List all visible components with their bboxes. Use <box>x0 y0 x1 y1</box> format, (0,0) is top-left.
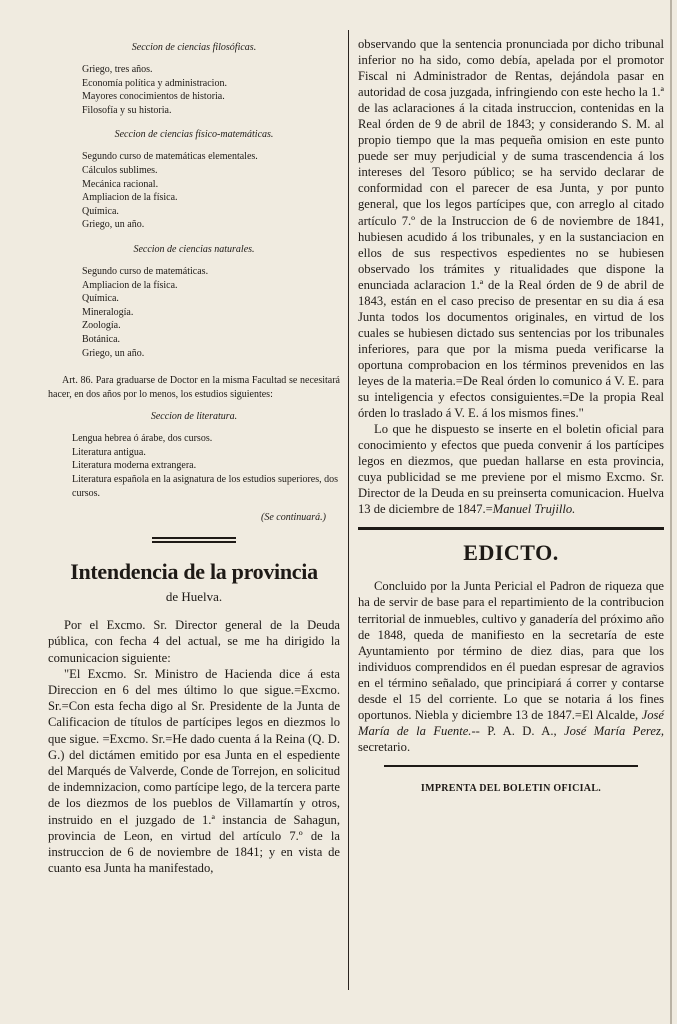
course-item: Literatura moderna extrangera. <box>72 460 197 472</box>
course-list-naturales <box>48 265 340 360</box>
course-item: Griego, un año. <box>82 219 145 231</box>
course-item: Lengua hebrea ó árabe, dos cursos. <box>72 433 213 445</box>
right-column <box>358 36 664 794</box>
left-column <box>48 42 340 877</box>
signature-trujillo: Manuel Trujillo. <box>492 502 576 517</box>
continuation-note: (Se continuará.) <box>261 512 326 524</box>
course-item: Griego, tres años. <box>82 64 153 75</box>
course-item: Filosofía y su historia. <box>82 104 172 116</box>
edicto-pad: -- P. A. D. A., <box>471 723 565 738</box>
edicto-paragraph <box>358 578 664 755</box>
edicto-body <box>358 578 664 755</box>
column-divider <box>348 30 349 990</box>
printer-imprint: IMPRENTA DEL BOLETIN OFICIAL. <box>420 782 602 794</box>
course-item: Literatura española en la asignatura de los estudios superiores, dos cursos. <box>72 474 339 499</box>
course-item: Zoología. <box>82 320 121 332</box>
course-list-fisico <box>48 150 340 232</box>
section-separator <box>358 527 664 530</box>
closing-paragraph <box>358 421 664 517</box>
section-title-edicto: EDICTO. <box>463 540 559 566</box>
page-edge <box>670 0 672 1024</box>
course-item: Química. <box>82 293 119 305</box>
footer-separator <box>384 765 638 767</box>
course-list-filosoficas <box>48 63 340 117</box>
course-item: Mecánica racional. <box>82 178 159 190</box>
course-item: Griego, un año. <box>82 347 145 359</box>
course-item: Ampliacion de la física. <box>82 192 178 204</box>
course-item: Segundo curso de matemáticas. <box>82 265 209 277</box>
section-subtitle-huelva: de Huelva. <box>165 589 223 605</box>
course-item: Mayores conocimientos de historia. <box>82 91 225 103</box>
course-list-literatura <box>48 432 340 500</box>
continuation-paragraph: observando que la sentencia pronunciada por dicho tribunal inferior no ha sido, como debía, apelada por el promotor Fiscal ni Administrador de Rentas, dejándola pasar en autoridad de cosa juzgada, infringiendo con este hecho la 1.ª de las aclaraciones á la citada instruccion, contenidas en la Real órden de 9 de abril de 1843; y considerando S. M. al propio tiempo que la mas pequeña omision en este punto puede ser muy perjudicial y de suma trascendencia á los intereses del Tesoro público; se ha servido declarar de conformidad con el parecer de esa Junta, y por punto general, que los legos partícipes que, con arreglo al citado artículo 7.º de la Instruccion de 6 de noviembre de 1841, hubiesen acudido á los tribunales, y en la sustanciacion en ellos de sus respectivos espedientes no se hubiesen observado los trámites y ritualidades que dispone la enunciada aclaracion 1.ª de la Real órden de 9 de abril de 1843, están en el caso preciso de presentar en su dia á esa Junta todos los documentos originales, en virtud de los cuales se hubiesen dictado sus sentencias por los tribunales inferiores, para que por la misma pueda verificarse la oportuna comprobacion en los términos prevenidos en las leyes de la materia.=De Real órden lo comunico á V. E. para su inteligencia y efectos consiguientes.=De la propia Real órden lo traslado á V. E. á los mismos fines." <box>358 37 664 421</box>
course-item: Segundo curso de matemáticas elementales. <box>82 151 258 163</box>
signature-secretario: José María Perez, <box>564 723 665 738</box>
course-item: Química. <box>82 205 119 217</box>
section-heading-fisico: Seccion de ciencias físico-matemáticas. <box>114 129 274 141</box>
course-item: Literatura antigua. <box>72 446 146 458</box>
intendencia-body <box>48 617 340 876</box>
section-title-intendencia: Intendencia de la provincia <box>70 559 318 585</box>
intendencia-paragraph: Por el Excmo. Sr. Director general de la Deuda pública, con fecha 4 del actual, se me ha dirigido la comunicacion siguiente: <box>48 618 340 665</box>
closing-text: Lo que he dispuesto se inserte en el boletin oficial para conocimiento y efectos que pueda convenir á los partícipes legos en diezmos, que puedan hallarse en esta provincia, cuya publicidad se me previene por el mismo Excmo. Sr. Director de la Deuda en su preinserta comunicacion. Huelva 13 de diciembre de 1847.= <box>358 422 664 517</box>
course-item: Botánica. <box>82 333 121 345</box>
section-heading-naturales: Seccion de ciencias naturales. <box>133 243 255 255</box>
course-item: Ampliacion de la física. <box>82 279 178 291</box>
edicto-text: Concluido por la Junta Pericial el Padron de riqueza que ha de servir de base para el repartimiento de la contribucion territorial de inmuebles, cultivo y ganadería del próximo año de 1848, queda de manifiesto en la secretaría de este Ayuntamiento por término de diez dias, para que los individuos comprendidos en él puedan espresar de agravios en el término señalado, que principiará á correr y contarse desde el 15 del corriente. Lo que se notaria á los fines oportunos. Niebla y diciembre 13 de 1847.=El Alcalde, <box>358 579 665 722</box>
signature-alcalde: José María de la Fuente. <box>358 707 664 738</box>
section-separator <box>152 537 236 543</box>
intendencia-continuation <box>358 36 664 517</box>
course-item: Mineralogía. <box>82 306 134 318</box>
section-heading-literatura: Seccion de literatura. <box>150 411 238 423</box>
secretario-role: secretario. <box>358 739 411 754</box>
intendencia-paragraph: "El Excmo. Sr. Ministro de Hacienda dice á esta Direccion en 6 del mes último lo que sigue.=Excmo. Sr.=Con esta fecha digo al Sr. Presidente de la Junta de Calificacion de títulos de partícipes legos en diezmos lo que sigue. =Excmo. Sr.=He dado cuenta á la Reina (Q. D. G.) del dictámen emitido por esa Junta en el espediente del Marqués de Valverde, Conde de Torrejon, en solicitud de indemnizacion, como partícipe lego, de la tercera parte de los diezmos de los pueblos de Villamartín y otros, instruido en el juzgado de 1.ª instancia de Sahagun, provincia de Leon, en virtud del artículo 7.º de la instruccion de 6 de noviembre de 1841; y en vista de cuanto esa Junta ha manifestado, <box>48 666 340 876</box>
section-heading-filosoficas: Seccion de ciencias filosóficas. <box>131 42 257 53</box>
course-item: Economía política y administracion. <box>82 77 227 89</box>
article-86: Art. 86. Para graduarse de Doctor en la misma Facultad se necesitará hacer, en dos años por lo menos, los estudios siguientes: <box>48 375 340 400</box>
course-item: Cálculos sublimes. <box>82 164 158 176</box>
